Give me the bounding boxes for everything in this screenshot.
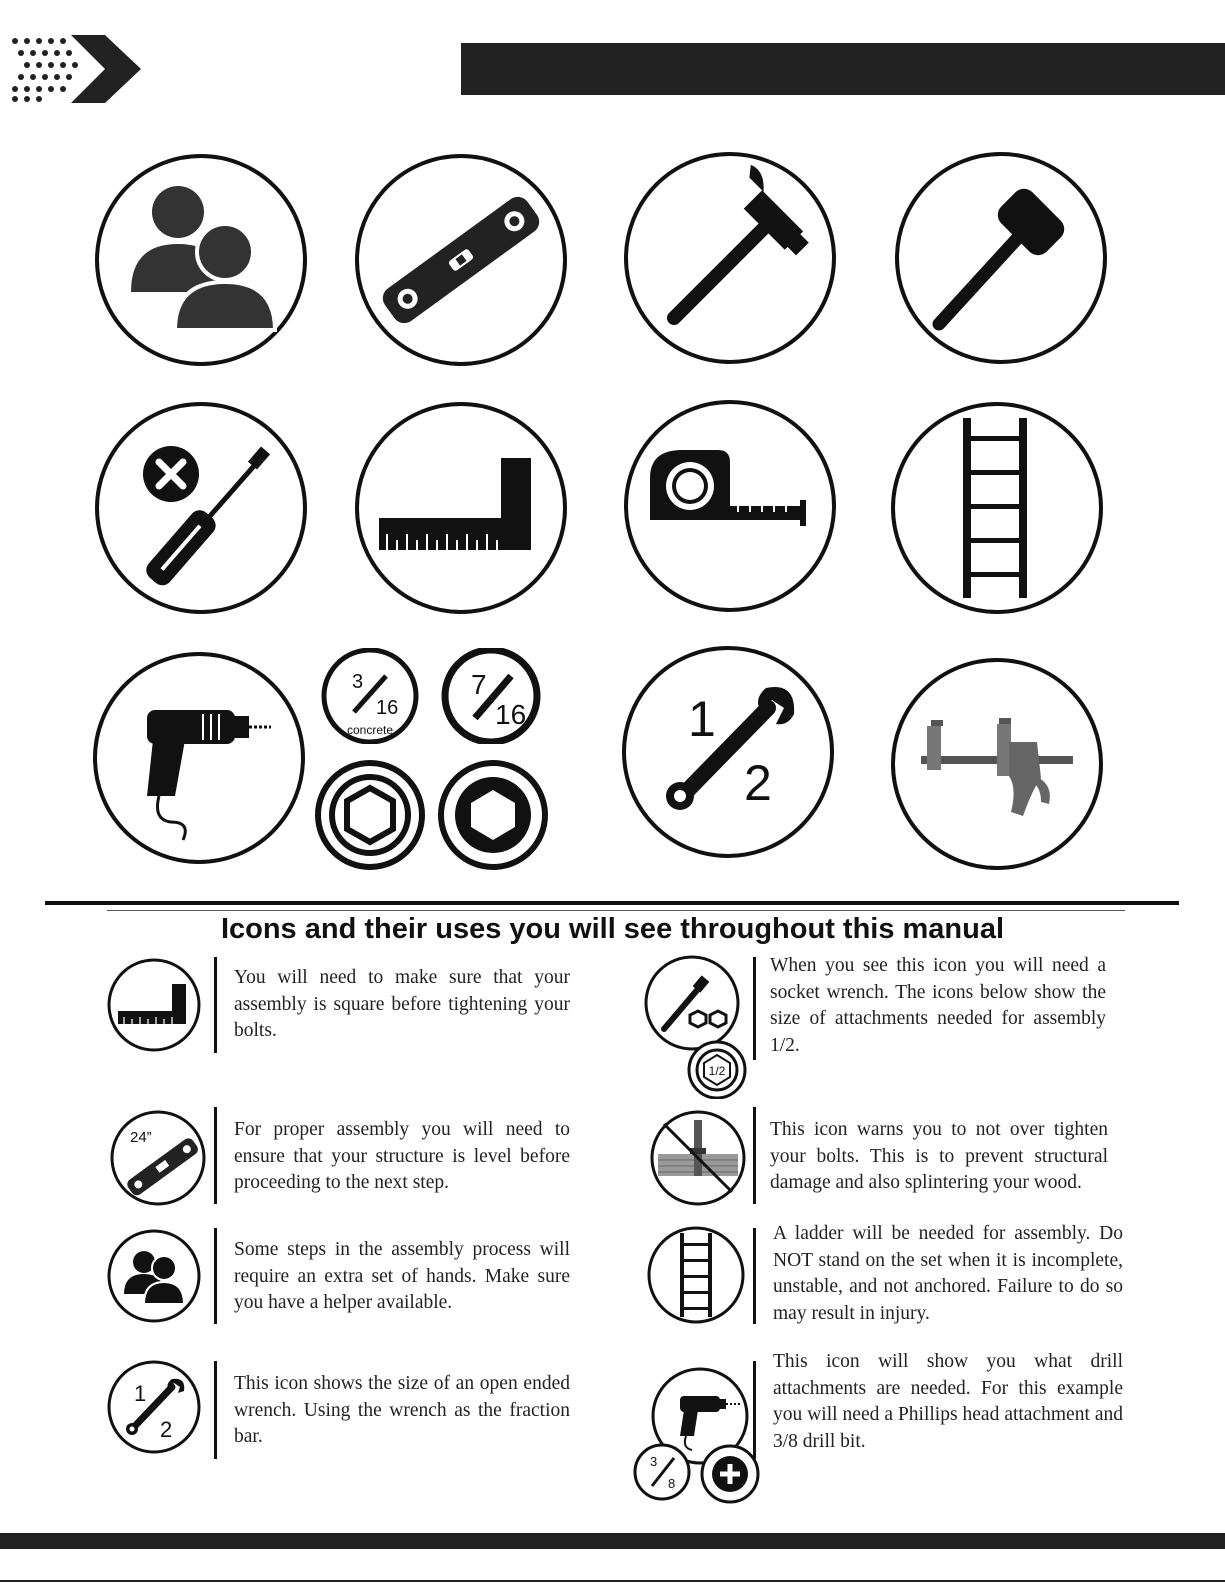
tape-measure-icon	[622, 398, 838, 614]
bar-clamp-icon	[889, 656, 1105, 872]
power-drill-icon	[91, 650, 307, 866]
bit-b-denominator: 16	[495, 699, 527, 730]
ladder-icon	[889, 400, 1105, 616]
mallet-icon	[893, 150, 1109, 366]
spirit-level-icon	[108, 1108, 208, 1208]
bit-b-numerator: 7	[471, 669, 487, 700]
divider-bar	[214, 1361, 217, 1459]
divider-bar	[753, 1107, 756, 1204]
bit-a-numerator: 3	[352, 671, 364, 693]
page-title: Icons and their uses you will see throughout this manual	[220, 913, 1005, 945]
socket-wrench-icon	[640, 953, 750, 1099]
divider-bar	[214, 1107, 217, 1204]
spirit-level-icon	[353, 152, 569, 368]
legend-socket-text: When you see this icon you will need a socket wrench. The icons below show the size of attachments needed for assembly 1/2.	[770, 955, 1106, 1056]
legend-drill-text: This icon will show you what drill attachments are needed. For this example you will need a Phillips head attachment and 3/8 drill bit.	[773, 1351, 1123, 1452]
screwdriver-icon	[93, 400, 309, 616]
socket-size-label: 1/2	[708, 1064, 726, 1078]
wrench-numerator: 1	[134, 1381, 147, 1406]
drill-attachment-icon	[630, 1364, 764, 1504]
legend-ladder-text: A ladder will be needed for assembly. Do NOT stand on the set when it is incomplete, unstable, and not anchored. Failure to do so may result in injury.	[773, 1223, 1123, 1324]
divider-bar	[214, 957, 217, 1053]
socket-hex-icon	[314, 760, 426, 870]
claw-hammer-icon	[622, 150, 838, 366]
drill-bit-icon	[437, 648, 545, 744]
no-overtighten-icon	[648, 1108, 748, 1208]
drill-bit-denominator: 8	[668, 1476, 676, 1491]
drill-bit-concrete-icon	[316, 648, 424, 744]
footer-bar	[0, 1533, 1225, 1549]
level-length-label: 24”	[130, 1129, 152, 1146]
footer-line	[0, 1580, 1225, 1582]
carpenter-square-icon	[106, 957, 202, 1053]
wrench-denominator: 2	[744, 755, 772, 811]
socket-hex-bold-icon	[437, 760, 549, 870]
helpers-icon	[106, 1228, 202, 1324]
helpers-icon	[93, 152, 309, 368]
legend-square-text: You will need to make sure that your assembly is square before tightening your bolts.	[234, 967, 570, 1041]
brand-chevron-logo	[5, 33, 145, 105]
section-subrule	[107, 910, 1125, 911]
divider-bar	[753, 1361, 756, 1459]
bit-a-caption: concrete	[346, 723, 394, 737]
drill-bit-numerator: 3	[650, 1454, 658, 1469]
carpenter-square-icon	[353, 400, 569, 616]
divider-bar	[214, 1228, 217, 1324]
divider-bar	[753, 1228, 756, 1324]
legend-overtighten-text: This icon warns you to not over tighten your bolts. This is to prevent structural damage and also splintering your wood.	[770, 1119, 1108, 1193]
legend-wrench-text: This icon shows the size of an open ended wrench. Using the wrench as the fraction bar.	[234, 1373, 570, 1447]
bit-a-denominator: 16	[376, 697, 399, 719]
open-wrench-icon	[106, 1359, 202, 1455]
ladder-icon	[646, 1225, 746, 1325]
open-wrench-icon	[618, 644, 838, 860]
legend-level-text: For proper assembly you will need to ensure that your structure is level before proceeding to the next step.	[234, 1119, 570, 1193]
wrench-denominator: 2	[160, 1417, 173, 1442]
wrench-numerator: 1	[688, 691, 716, 747]
section-rule	[45, 901, 1179, 905]
legend-helper-text: Some steps in the assembly process will require an extra set of hands. Make sure you have a helper available.	[234, 1239, 570, 1313]
divider-bar	[753, 957, 756, 1060]
header-bar	[461, 43, 1225, 95]
